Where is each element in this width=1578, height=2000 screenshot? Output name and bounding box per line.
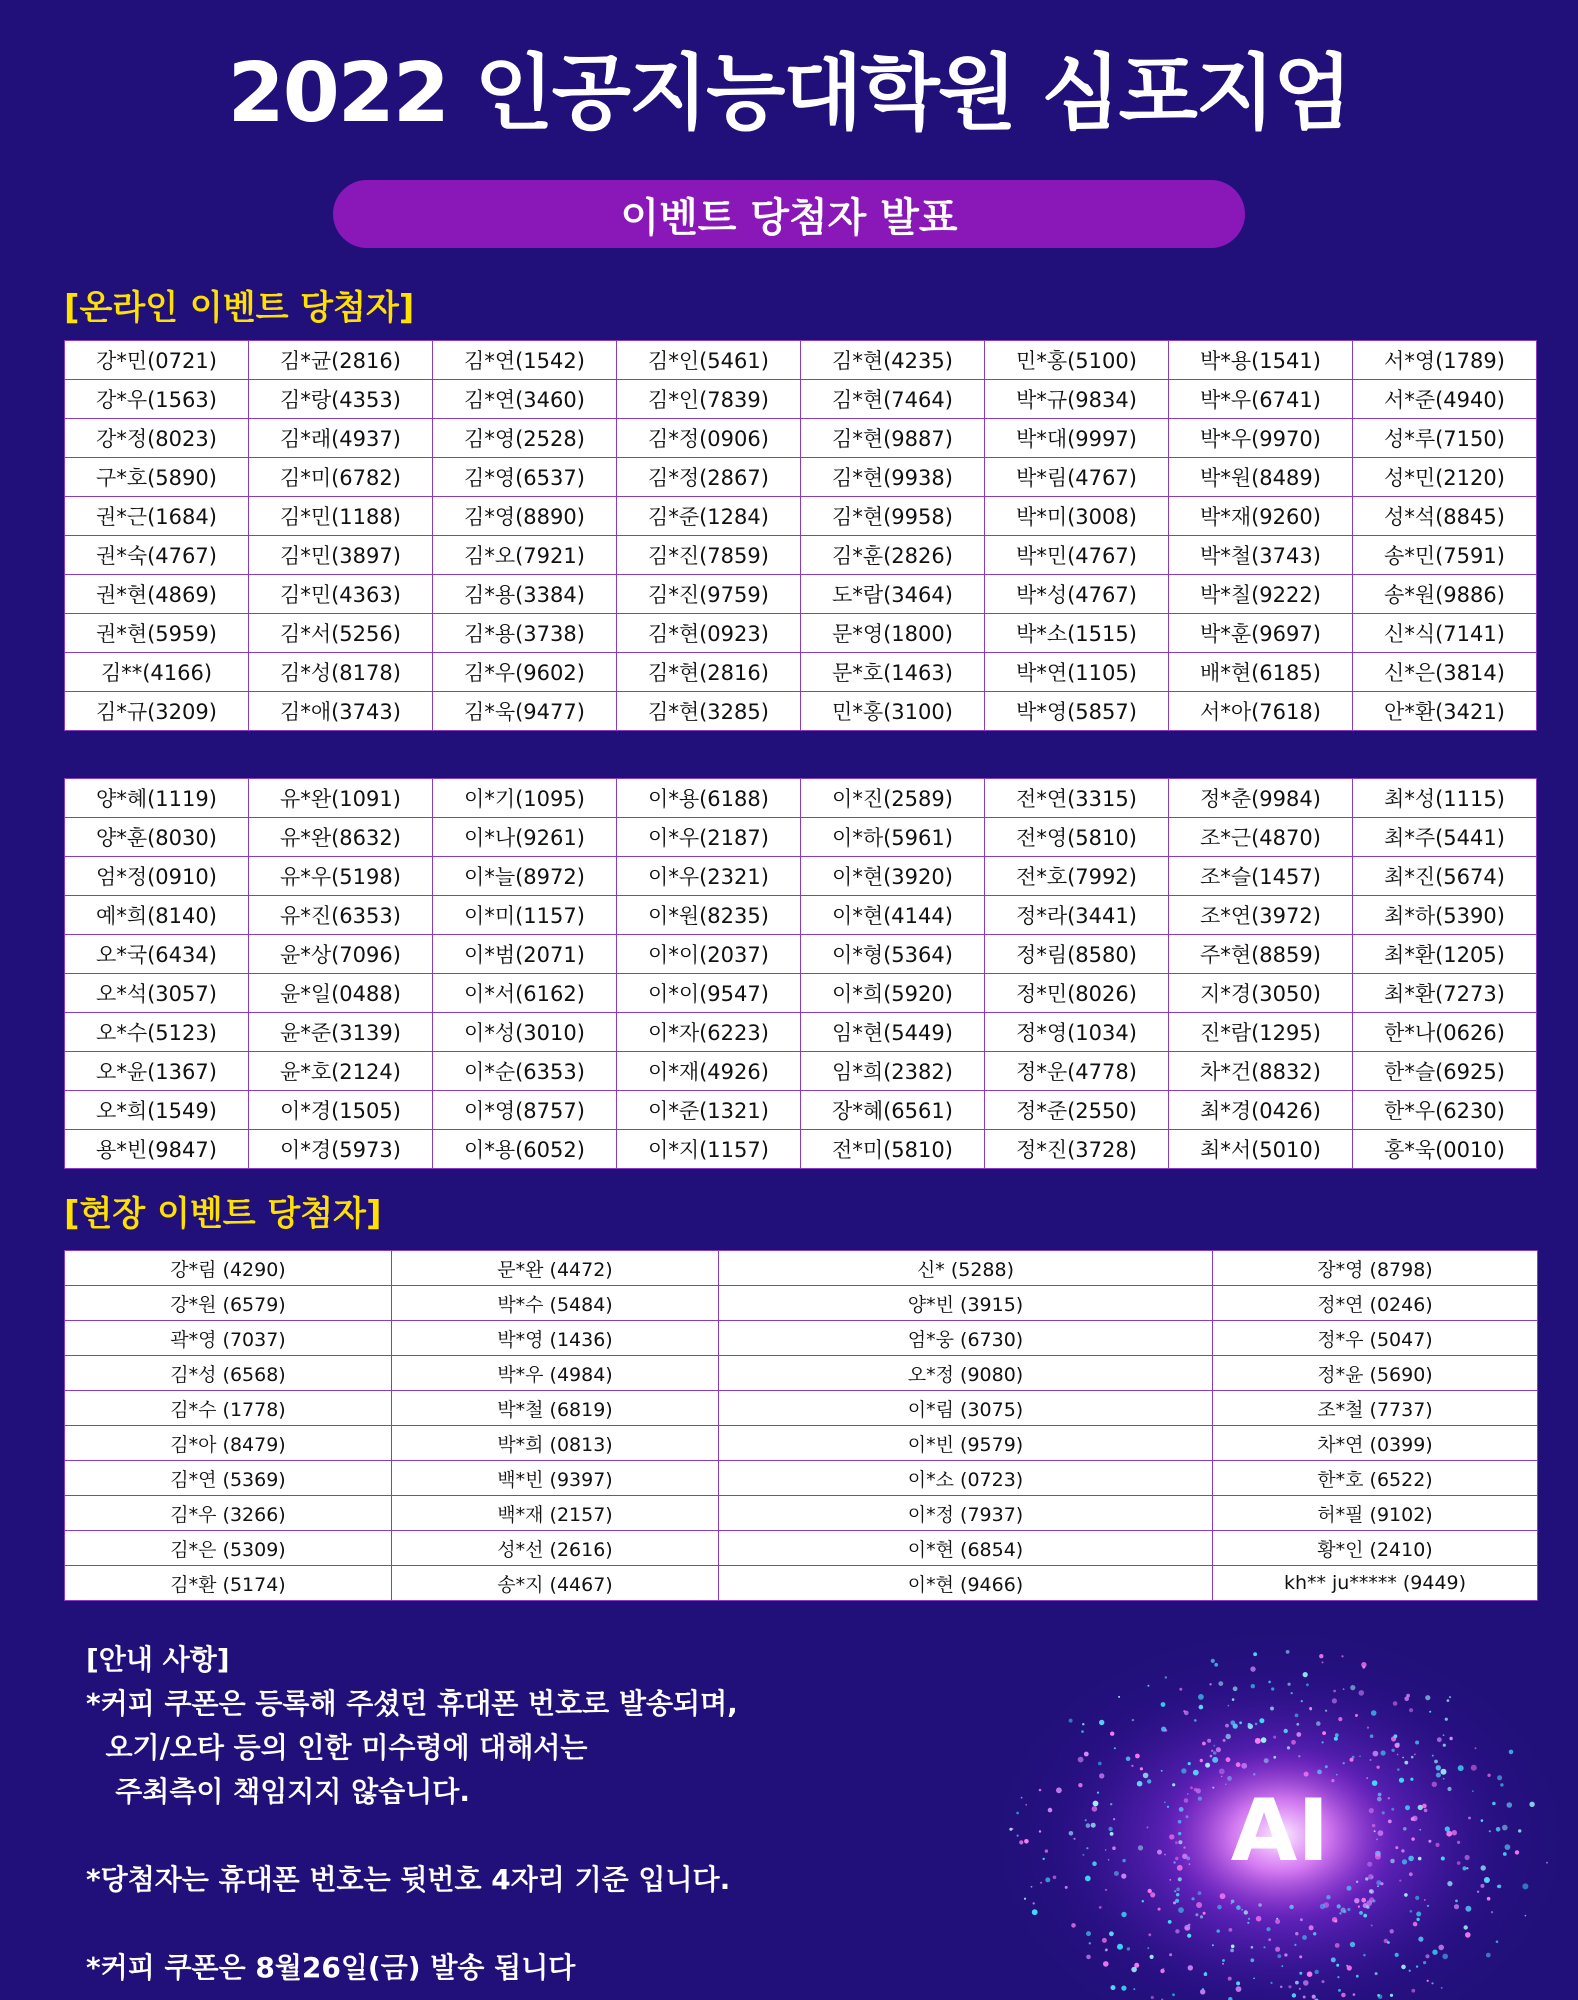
winner-cell: 박*훈(9697) bbox=[1169, 614, 1353, 653]
table-row bbox=[65, 1130, 1537, 1169]
winner-cell: 서*아(7618) bbox=[1169, 692, 1353, 731]
winner-cell: 윤*일(0488) bbox=[249, 974, 433, 1013]
winner-cell: 최*환(1205) bbox=[1353, 935, 1537, 974]
table-row bbox=[65, 341, 1537, 380]
winner-cell: 최*하(5390) bbox=[1353, 896, 1537, 935]
winner-cell: 최*경(0426) bbox=[1169, 1091, 1353, 1130]
ai-brain-illustration bbox=[980, 1600, 1578, 2000]
winner-cell: 김*연(1542) bbox=[433, 341, 617, 380]
winner-cell: 조*철 (7737) bbox=[1213, 1391, 1538, 1426]
winner-cell: 김*현(2816) bbox=[617, 653, 801, 692]
online-winners-table-1 bbox=[64, 340, 1537, 731]
winner-cell: 이*미(1157) bbox=[433, 896, 617, 935]
winner-cell: 오*윤(1367) bbox=[65, 1052, 249, 1091]
winner-cell: 전*미(5810) bbox=[801, 1130, 985, 1169]
winner-cell: 이*순(6353) bbox=[433, 1052, 617, 1091]
winner-cell: 민*홍(5100) bbox=[985, 341, 1169, 380]
winner-cell: 장*영 (8798) bbox=[1213, 1251, 1538, 1286]
table-row bbox=[65, 1251, 1538, 1286]
winner-cell: 오*국(6434) bbox=[65, 935, 249, 974]
winner-cell: 권*현(4869) bbox=[65, 575, 249, 614]
winner-cell: 김*현(7464) bbox=[801, 380, 985, 419]
winner-cell: 정*림(8580) bbox=[985, 935, 1169, 974]
winner-cell: 김*미(6782) bbox=[249, 458, 433, 497]
winner-cell: 이*서(6162) bbox=[433, 974, 617, 1013]
winner-cell: 구*호(5890) bbox=[65, 458, 249, 497]
winner-cell: 김*현(3285) bbox=[617, 692, 801, 731]
winner-cell: 조*연(3972) bbox=[1169, 896, 1353, 935]
winner-cell: 이*희(5920) bbox=[801, 974, 985, 1013]
winner-cell: 한*호 (6522) bbox=[1213, 1461, 1538, 1496]
winner-cell: 송*민(7591) bbox=[1353, 536, 1537, 575]
winner-cell: 허*필 (9102) bbox=[1213, 1496, 1538, 1531]
notice-line: *커피 쿠폰은 등록해 주셨던 휴대폰 번호로 발송되며, bbox=[86, 1687, 738, 1720]
winner-cell: 예*희(8140) bbox=[65, 896, 249, 935]
winner-cell: 김*영(8890) bbox=[433, 497, 617, 536]
winner-cell: 김*랑(4353) bbox=[249, 380, 433, 419]
winner-cell: 김*성(8178) bbox=[249, 653, 433, 692]
table-row bbox=[65, 419, 1537, 458]
winner-cell: 유*완(8632) bbox=[249, 818, 433, 857]
notice-line: 주최측이 책임지지 않습니다. bbox=[86, 1775, 470, 1808]
winner-cell: 신*은(3814) bbox=[1353, 653, 1537, 692]
winner-cell: 김*서(5256) bbox=[249, 614, 433, 653]
winner-cell: 박*우(9970) bbox=[1169, 419, 1353, 458]
winner-cell: 전*연(3315) bbox=[985, 779, 1169, 818]
winner-cell: 이*정 (7937) bbox=[719, 1496, 1213, 1531]
winner-cell: 김*진(9759) bbox=[617, 575, 801, 614]
winner-cell: 성*석(8845) bbox=[1353, 497, 1537, 536]
winner-cell: 지*경(3050) bbox=[1169, 974, 1353, 1013]
table-row bbox=[65, 1091, 1537, 1130]
winner-cell: 진*람(1295) bbox=[1169, 1013, 1353, 1052]
notice-section bbox=[86, 1638, 946, 1990]
winner-cell: 김*은 (5309) bbox=[65, 1531, 392, 1566]
table-row bbox=[65, 1461, 1538, 1496]
winner-cell: 장*혜(6561) bbox=[801, 1091, 985, 1130]
winner-cell: 박*대(9997) bbox=[985, 419, 1169, 458]
winner-cell: 한*우(6230) bbox=[1353, 1091, 1537, 1130]
winner-cell: 김*민(3897) bbox=[249, 536, 433, 575]
winner-cell: 양*훈(8030) bbox=[65, 818, 249, 857]
winner-cell: kh** ju***** (9449) bbox=[1213, 1566, 1538, 1601]
winner-cell: 김*정(0906) bbox=[617, 419, 801, 458]
winner-cell: 용*빈(9847) bbox=[65, 1130, 249, 1169]
winner-cell: 박*규(9834) bbox=[985, 380, 1169, 419]
winner-cell: 임*현(5449) bbox=[801, 1013, 985, 1052]
winner-cell: 김*정(2867) bbox=[617, 458, 801, 497]
winner-cell: 전*호(7992) bbox=[985, 857, 1169, 896]
winner-cell: 김*진(7859) bbox=[617, 536, 801, 575]
winner-cell: 이*경(5973) bbox=[249, 1130, 433, 1169]
winner-cell: 유*진(6353) bbox=[249, 896, 433, 935]
winner-cell: 김*민(4363) bbox=[249, 575, 433, 614]
table-row bbox=[65, 458, 1537, 497]
winner-cell: 오*석(3057) bbox=[65, 974, 249, 1013]
winner-cell: 박*재(9260) bbox=[1169, 497, 1353, 536]
winner-cell: 김*우(9602) bbox=[433, 653, 617, 692]
winner-cell: 이*빈 (9579) bbox=[719, 1426, 1213, 1461]
winner-cell: 이*현(4144) bbox=[801, 896, 985, 935]
winner-cell: 이*진(2589) bbox=[801, 779, 985, 818]
winner-cell: 양*빈 (3915) bbox=[719, 1286, 1213, 1321]
winner-cell: 백*재 (2157) bbox=[392, 1496, 719, 1531]
winner-cell: 강*림 (4290) bbox=[65, 1251, 392, 1286]
table-row bbox=[65, 1426, 1538, 1461]
winner-cell: 이*범(2071) bbox=[433, 935, 617, 974]
winner-cell: 김*현(0923) bbox=[617, 614, 801, 653]
winner-cell: 성*루(7150) bbox=[1353, 419, 1537, 458]
winner-cell: 정*윤 (5690) bbox=[1213, 1356, 1538, 1391]
winner-cell: 박*희 (0813) bbox=[392, 1426, 719, 1461]
winner-cell: 김*용(3384) bbox=[433, 575, 617, 614]
winner-cell: 김*연(3460) bbox=[433, 380, 617, 419]
winner-cell: 문*완 (4472) bbox=[392, 1251, 719, 1286]
notice-line: 오기/오타 등의 인한 미수령에 대해서는 bbox=[86, 1731, 588, 1764]
table-row bbox=[65, 1356, 1538, 1391]
winner-cell: 강*원 (6579) bbox=[65, 1286, 392, 1321]
winner-cell: 박*우(6741) bbox=[1169, 380, 1353, 419]
winner-cell: 정*운(4778) bbox=[985, 1052, 1169, 1091]
winner-cell: 정*준(2550) bbox=[985, 1091, 1169, 1130]
winner-cell: 박*원(8489) bbox=[1169, 458, 1353, 497]
winner-cell: 민*홍(3100) bbox=[801, 692, 985, 731]
winner-cell: 이*용(6188) bbox=[617, 779, 801, 818]
winner-cell: 이*준(1321) bbox=[617, 1091, 801, 1130]
winner-cell: 김*연 (5369) bbox=[65, 1461, 392, 1496]
winner-cell: 정*춘(9984) bbox=[1169, 779, 1353, 818]
winner-cell: 조*근(4870) bbox=[1169, 818, 1353, 857]
online-winners-table-2 bbox=[64, 778, 1537, 1169]
winner-cell: 도*람(3464) bbox=[801, 575, 985, 614]
onsite-winners-table bbox=[64, 1250, 1538, 1601]
winner-cell: 이*형(5364) bbox=[801, 935, 985, 974]
winner-cell: 김*영(6537) bbox=[433, 458, 617, 497]
winner-cell: 정*우 (5047) bbox=[1213, 1321, 1538, 1356]
winner-cell: 김*성 (6568) bbox=[65, 1356, 392, 1391]
winner-cell: 박*연(1105) bbox=[985, 653, 1169, 692]
winner-cell: 이*우(2187) bbox=[617, 818, 801, 857]
winner-cell: 차*연 (0399) bbox=[1213, 1426, 1538, 1461]
winner-cell: 이*이(9547) bbox=[617, 974, 801, 1013]
table-row bbox=[65, 896, 1537, 935]
winner-cell: 이*원(8235) bbox=[617, 896, 801, 935]
winner-cell: 오*희(1549) bbox=[65, 1091, 249, 1130]
online-winners-heading: [온라인 이벤트 당첨자] bbox=[64, 288, 415, 328]
winner-cell: 박*영 (1436) bbox=[392, 1321, 719, 1356]
table-row bbox=[65, 779, 1537, 818]
winner-cell: 최*서(5010) bbox=[1169, 1130, 1353, 1169]
winner-cell: 박*영(5857) bbox=[985, 692, 1169, 731]
table-row bbox=[65, 1531, 1538, 1566]
winner-cell: 김*수 (1778) bbox=[65, 1391, 392, 1426]
winner-cell: 박*민(4767) bbox=[985, 536, 1169, 575]
winner-cell: 신* (5288) bbox=[719, 1251, 1213, 1286]
winner-cell: 오*정 (9080) bbox=[719, 1356, 1213, 1391]
winner-cell: 박*철 (6819) bbox=[392, 1391, 719, 1426]
table-row bbox=[65, 818, 1537, 857]
table-row bbox=[65, 1566, 1538, 1601]
winner-cell: 김*현(4235) bbox=[801, 341, 985, 380]
winner-cell: 김*현(9958) bbox=[801, 497, 985, 536]
winner-cell: 이*경(1505) bbox=[249, 1091, 433, 1130]
winner-cell: 김*오(7921) bbox=[433, 536, 617, 575]
winner-cell: 김*균(2816) bbox=[249, 341, 433, 380]
winner-cell: 김*현(9938) bbox=[801, 458, 985, 497]
winner-cell: 주*현(8859) bbox=[1169, 935, 1353, 974]
winner-cell: 박*철(3743) bbox=[1169, 536, 1353, 575]
winner-cell: 정*영(1034) bbox=[985, 1013, 1169, 1052]
winner-cell: 강*정(8023) bbox=[65, 419, 249, 458]
winner-cell: 이*우(2321) bbox=[617, 857, 801, 896]
table-row bbox=[65, 1286, 1538, 1321]
winner-cell: 오*수(5123) bbox=[65, 1013, 249, 1052]
winner-cell: 김*인(5461) bbox=[617, 341, 801, 380]
winner-cell: 김*용(3738) bbox=[433, 614, 617, 653]
winner-cell: 강*우(1563) bbox=[65, 380, 249, 419]
winner-cell: 이*하(5961) bbox=[801, 818, 985, 857]
winner-cell: 최*주(5441) bbox=[1353, 818, 1537, 857]
winner-cell: 박*소(1515) bbox=[985, 614, 1169, 653]
winner-cell: 이*용(6052) bbox=[433, 1130, 617, 1169]
winner-cell: 이*소 (0723) bbox=[719, 1461, 1213, 1496]
winner-cell: 이*현 (6854) bbox=[719, 1531, 1213, 1566]
winner-cell: 최*환(7273) bbox=[1353, 974, 1537, 1013]
winner-cell: 권*현(5959) bbox=[65, 614, 249, 653]
winner-cell: 유*우(5198) bbox=[249, 857, 433, 896]
winner-cell: 김*준(1284) bbox=[617, 497, 801, 536]
winner-cell: 이*림 (3075) bbox=[719, 1391, 1213, 1426]
winner-cell: 이*영(8757) bbox=[433, 1091, 617, 1130]
winner-cell: 배*현(6185) bbox=[1169, 653, 1353, 692]
winner-cell: 이*자(6223) bbox=[617, 1013, 801, 1052]
winner-cell: 윤*호(2124) bbox=[249, 1052, 433, 1091]
winner-cell: 김*우 (3266) bbox=[65, 1496, 392, 1531]
winner-cell: 정*민(8026) bbox=[985, 974, 1169, 1013]
table-row bbox=[65, 692, 1537, 731]
winner-cell: 이*성(3010) bbox=[433, 1013, 617, 1052]
winner-cell: 안*환(3421) bbox=[1353, 692, 1537, 731]
winner-cell: 김*현(9887) bbox=[801, 419, 985, 458]
winner-cell: 김*아 (8479) bbox=[65, 1426, 392, 1461]
winner-cell: 김*민(1188) bbox=[249, 497, 433, 536]
winner-cell: 김*래(4937) bbox=[249, 419, 433, 458]
winner-cell: 황*인 (2410) bbox=[1213, 1531, 1538, 1566]
winner-cell: 임*희(2382) bbox=[801, 1052, 985, 1091]
winner-cell: 정*라(3441) bbox=[985, 896, 1169, 935]
winner-cell: 김*환 (5174) bbox=[65, 1566, 392, 1601]
winner-cell: 권*근(1684) bbox=[65, 497, 249, 536]
winner-cell: 이*현 (9466) bbox=[719, 1566, 1213, 1601]
winner-cell: 문*호(1463) bbox=[801, 653, 985, 692]
winner-cell: 김*인(7839) bbox=[617, 380, 801, 419]
table-row bbox=[65, 575, 1537, 614]
winner-cell: 윤*준(3139) bbox=[249, 1013, 433, 1052]
ai-logo-text: AI bbox=[1230, 1781, 1330, 1881]
winner-cell: 윤*상(7096) bbox=[249, 935, 433, 974]
notice-line: *커피 쿠폰은 8월26일(금) 발송 됩니다 bbox=[86, 1951, 576, 1984]
table-row bbox=[65, 653, 1537, 692]
table-row bbox=[65, 536, 1537, 575]
table-row bbox=[65, 497, 1537, 536]
winner-cell: 정*연 (0246) bbox=[1213, 1286, 1538, 1321]
winner-cell: 김**(4166) bbox=[65, 653, 249, 692]
winner-cell: 문*영(1800) bbox=[801, 614, 985, 653]
table-row bbox=[65, 1013, 1537, 1052]
winner-cell: 강*민(0721) bbox=[65, 341, 249, 380]
winner-cell: 유*완(1091) bbox=[249, 779, 433, 818]
winner-cell: 이*재(4926) bbox=[617, 1052, 801, 1091]
winner-cell: 한*슬(6925) bbox=[1353, 1052, 1537, 1091]
winner-cell: 박*수 (5484) bbox=[392, 1286, 719, 1321]
winner-cell: 김*규(3209) bbox=[65, 692, 249, 731]
winner-cell: 신*식(7141) bbox=[1353, 614, 1537, 653]
winner-cell: 최*진(5674) bbox=[1353, 857, 1537, 896]
table-row bbox=[65, 1321, 1538, 1356]
winner-cell: 박*림(4767) bbox=[985, 458, 1169, 497]
winner-cell: 박*우 (4984) bbox=[392, 1356, 719, 1391]
winner-cell: 서*준(4940) bbox=[1353, 380, 1537, 419]
winner-cell: 정*진(3728) bbox=[985, 1130, 1169, 1169]
winner-cell: 엄*웅 (6730) bbox=[719, 1321, 1213, 1356]
winner-cell: 한*나(0626) bbox=[1353, 1013, 1537, 1052]
winner-cell: 백*빈 (9397) bbox=[392, 1461, 719, 1496]
winner-cell: 성*선 (2616) bbox=[392, 1531, 719, 1566]
winner-cell: 권*숙(4767) bbox=[65, 536, 249, 575]
winner-cell: 김*영(2528) bbox=[433, 419, 617, 458]
winner-cell: 전*영(5810) bbox=[985, 818, 1169, 857]
notice-line: *당첨자는 휴대폰 번호는 뒷번호 4자리 기준 입니다. bbox=[86, 1863, 731, 1896]
winner-cell: 성*민(2120) bbox=[1353, 458, 1537, 497]
table-row bbox=[65, 974, 1537, 1013]
winner-cell: 엄*정(0910) bbox=[65, 857, 249, 896]
winner-cell: 이*기(1095) bbox=[433, 779, 617, 818]
notice-heading: [안내 사항] bbox=[86, 1643, 230, 1676]
winner-cell: 김*애(3743) bbox=[249, 692, 433, 731]
winner-cell: 박*용(1541) bbox=[1169, 341, 1353, 380]
announcement-banner: 이벤트 당첨자 발표 bbox=[333, 180, 1245, 248]
winner-cell: 이*나(9261) bbox=[433, 818, 617, 857]
winner-cell: 박*성(4767) bbox=[985, 575, 1169, 614]
page-title: 2022 인공지능대학원 심포지엄 bbox=[227, 46, 1351, 141]
winner-cell: 곽*영 (7037) bbox=[65, 1321, 392, 1356]
winner-cell: 이*현(3920) bbox=[801, 857, 985, 896]
winner-cell: 박*칠(9222) bbox=[1169, 575, 1353, 614]
winner-cell: 차*건(8832) bbox=[1169, 1052, 1353, 1091]
winner-cell: 조*슬(1457) bbox=[1169, 857, 1353, 896]
table-row bbox=[65, 380, 1537, 419]
winner-cell: 송*원(9886) bbox=[1353, 575, 1537, 614]
onsite-winners-heading: [현장 이벤트 당첨자] bbox=[64, 1194, 382, 1234]
winner-cell: 최*성(1115) bbox=[1353, 779, 1537, 818]
winner-cell: 이*지(1157) bbox=[617, 1130, 801, 1169]
table-row bbox=[65, 1496, 1538, 1531]
table-row bbox=[65, 935, 1537, 974]
table-row bbox=[65, 857, 1537, 896]
table-row bbox=[65, 1391, 1538, 1426]
winner-cell: 홍*욱(0010) bbox=[1353, 1130, 1537, 1169]
winner-cell: 이*늘(8972) bbox=[433, 857, 617, 896]
winner-cell: 김*욱(9477) bbox=[433, 692, 617, 731]
winner-cell: 박*미(3008) bbox=[985, 497, 1169, 536]
table-row bbox=[65, 614, 1537, 653]
winner-cell: 서*영(1789) bbox=[1353, 341, 1537, 380]
winner-cell: 김*훈(2826) bbox=[801, 536, 985, 575]
winner-cell: 이*이(2037) bbox=[617, 935, 801, 974]
table-row bbox=[65, 1052, 1537, 1091]
winner-cell: 송*지 (4467) bbox=[392, 1566, 719, 1601]
winner-cell: 양*혜(1119) bbox=[65, 779, 249, 818]
